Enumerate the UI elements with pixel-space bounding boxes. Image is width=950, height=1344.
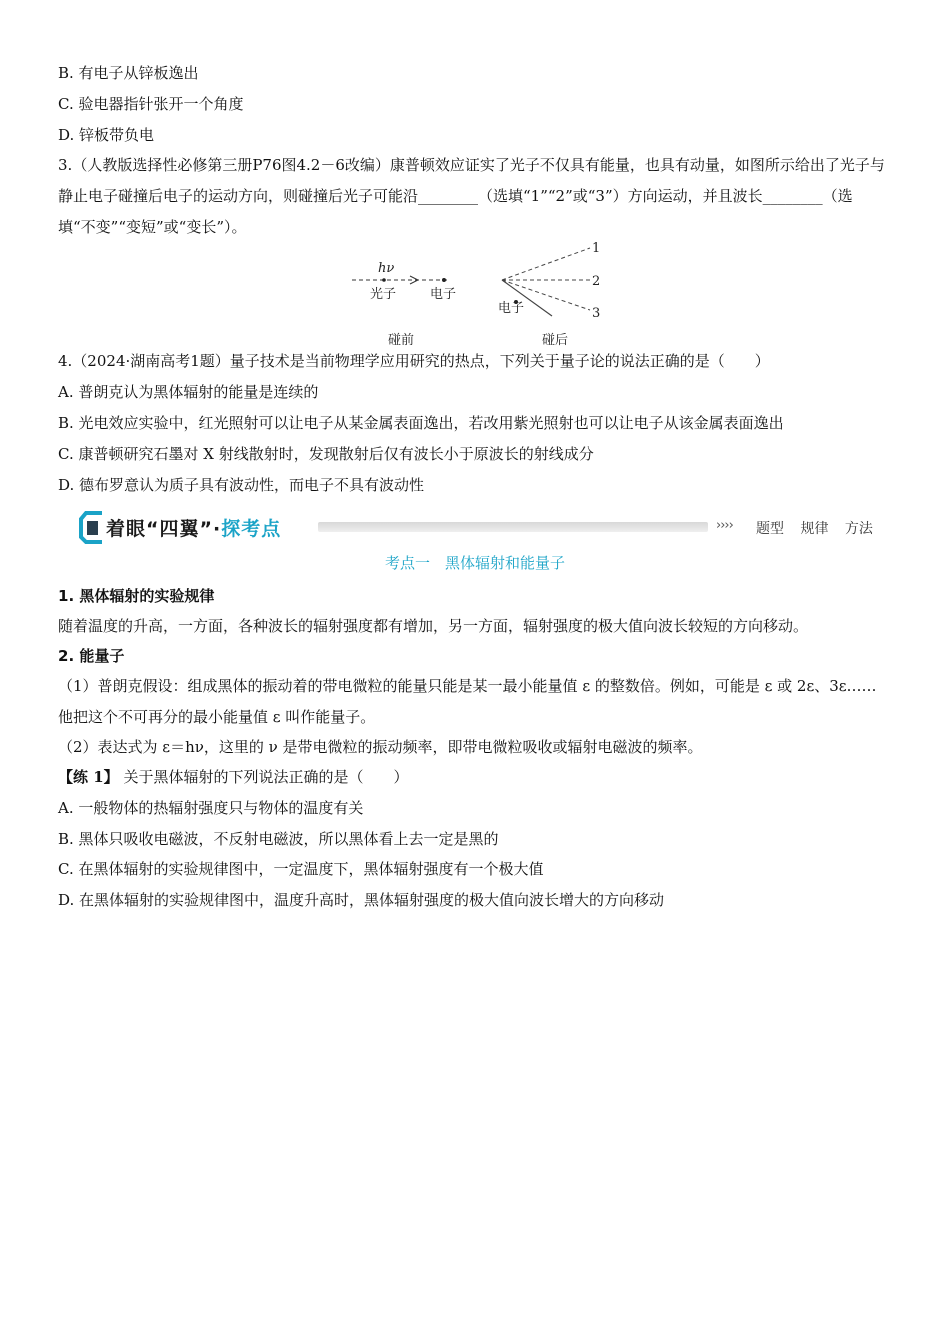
- practice-option-a: A. 一般物体的热辐射强度只与物体的温度有关: [58, 799, 364, 817]
- after-label: 碰后: [542, 333, 569, 348]
- compton-figure: [340, 238, 620, 350]
- banner-title-accent: 探考点: [221, 518, 282, 540]
- photon-label: 光子: [370, 287, 397, 302]
- kaodian-title: 考点一 黑体辐射和能量子: [384, 554, 565, 572]
- question-3: [58, 150, 890, 243]
- question-4-stem: 4.（2024·湖南高考1题）量子技术是当前物理学应用研究的热点，下列关于量子论的说法正确的是（ ）: [58, 352, 770, 370]
- q4-option-b: B. 光电效应实验中，红光照射可以让电子从某金属表面逸出，若改用紫光照射也可以让电子从该金属表面逸出: [58, 414, 784, 432]
- section-2-num: 2: [58, 647, 69, 665]
- option-c: C. 验电器指针张开一个角度: [58, 95, 244, 113]
- before-label: 碰前: [388, 333, 415, 348]
- photon-dot: [382, 278, 386, 282]
- chevrons-icon: ››››: [716, 518, 733, 533]
- section-2-title: . 能量子: [68, 647, 125, 665]
- dir-2-label: 2: [592, 274, 601, 289]
- banner-title-main: 着眼“四翼”·: [106, 518, 222, 540]
- option-b: B. 有电子从锌板逸出: [58, 64, 199, 82]
- section-banner: [78, 510, 878, 544]
- q4-option-c: C. 康普顿研究石墨对 X 射线散射时，发现散射后仅有波长小于原波长的射线成分: [58, 445, 594, 463]
- section-2-heading: [58, 646, 124, 666]
- electron-dot: [442, 278, 446, 282]
- q4-option-a: A. 普朗克认为黑体辐射的能量是连续的: [58, 383, 319, 401]
- practice-option-d: D. 在黑体辐射的实验规律图中，温度升高时，黑体辐射强度的极大值向波长增大的方向移动: [58, 891, 665, 909]
- question-source: （人教版选择性必修第三册P76图4.2－6改编）: [72, 156, 390, 174]
- practice-option-b: B. 黑体只吸收电磁波，不反射电磁波，所以黑体看上去一定是黑的: [58, 830, 499, 848]
- practice-tag: 【练 1】: [58, 768, 119, 786]
- question-stem: 康普顿效应证实了光子不仅具有能量，也具有动量，如图所示给出了光子与静止电子碰撞后电子的运动方向，则碰撞后光子可能沿________（选填“1”“2”或“3”）方向运动，并且波长________（选填“不变”“变短”或“变长”）。: [58, 156, 885, 236]
- practice-stem: [58, 767, 408, 787]
- question-number: 3.: [58, 156, 73, 174]
- option-d: D. 锌板带负电: [58, 126, 155, 144]
- section-1-body: 随着温度的升高，一方面，各种波长的辐射强度都有增加，另一方面，辐射强度的极大值向波长较短的方向移动。: [58, 617, 809, 635]
- hv-label: hν: [378, 261, 395, 276]
- banner-title: [106, 514, 281, 541]
- q4-option-d: D. 德布罗意认为质子具有波动性，而电子不具有波动性: [58, 476, 425, 494]
- section-2-p2: （2）表达式为 ε＝hν，这里的 ν 是带电微粒的振动频率，即带电微粒吸收或辐射电磁波的频率。: [58, 738, 703, 756]
- electron-after-label: 电子: [498, 301, 525, 316]
- section-1-num: 1: [58, 587, 69, 605]
- banner-tags: 题型 规律 方法: [756, 521, 873, 537]
- dir-3-label: 3: [592, 306, 601, 321]
- practice-question: 关于黑体辐射的下列说法正确的是（ ）: [118, 768, 409, 786]
- bracket-icon: [78, 510, 106, 544]
- electron-before-label: 电子: [430, 287, 457, 302]
- banner-divider: [318, 522, 708, 532]
- dir-1-label: 1: [592, 241, 601, 256]
- section-1-title: . 黑体辐射的实验规律: [68, 587, 215, 605]
- section-2-p1: （1）普朗克假设：组成黑体的振动着的带电微粒的能量只能是某一最小能量值 ε 的整数倍。例如，可能是 ε 或 2ε、3ε……他把这个不可再分的最小能量值 ε 叫作能量子。: [58, 677, 877, 726]
- section-1-heading: [58, 586, 214, 606]
- practice-option-c: C. 在黑体辐射的实验规律图中，一定温度下，黑体辐射强度有一个极大值: [58, 860, 544, 878]
- path-1: [502, 248, 590, 280]
